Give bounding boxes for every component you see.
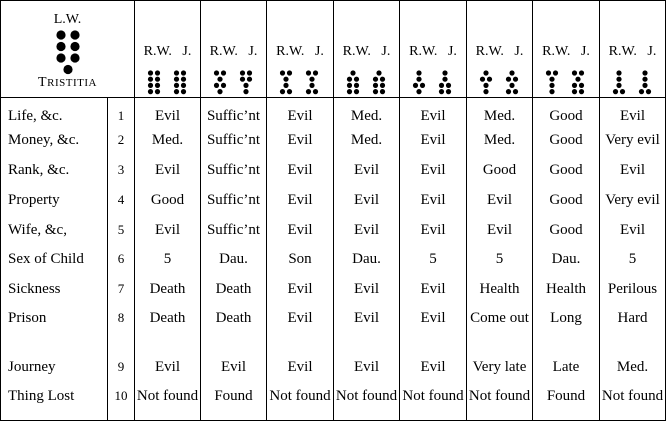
table-cell: Evil xyxy=(267,354,334,383)
table-cell: Good xyxy=(533,217,600,246)
table-cell: Late xyxy=(533,354,600,383)
table-cell: Evil xyxy=(400,187,467,217)
table-cell: Not found xyxy=(400,383,467,420)
dot xyxy=(446,89,451,94)
table-cell: Dau. xyxy=(533,246,600,276)
dot xyxy=(217,77,222,82)
dot xyxy=(280,89,285,94)
rw-j-label: R.W. J. xyxy=(542,44,590,60)
table-cell: Long xyxy=(533,305,600,354)
dot xyxy=(287,71,292,76)
row-label: Journey xyxy=(1,354,108,383)
corner-cell xyxy=(1,1,135,98)
table-cell: Not found xyxy=(334,383,400,420)
rw-j-label: R.W. J. xyxy=(342,44,391,60)
table-cell: Perilous xyxy=(600,276,666,305)
table-cell: Evil xyxy=(267,217,334,246)
table-cell: Suffic’nt xyxy=(201,217,267,246)
dot xyxy=(416,89,421,94)
dot xyxy=(480,77,485,82)
column-header-8 xyxy=(600,1,666,98)
table-row xyxy=(1,187,666,217)
row-number: 2 xyxy=(108,127,135,157)
table-cell: Death xyxy=(135,276,201,305)
table-cell: Med. xyxy=(334,127,400,157)
table-row xyxy=(1,305,666,354)
table-cell: Very evil xyxy=(600,127,666,157)
row-number: 1 xyxy=(108,98,135,127)
table-cell: Evil xyxy=(400,157,467,187)
table-cell: Dau. xyxy=(334,246,400,276)
table-cell: Very evil xyxy=(600,187,666,217)
dot xyxy=(509,83,514,88)
dot xyxy=(283,83,288,88)
dot xyxy=(616,71,621,76)
dot xyxy=(380,89,385,94)
dot xyxy=(549,89,554,94)
dot xyxy=(347,83,352,88)
dot xyxy=(354,77,359,82)
dot xyxy=(483,83,488,88)
table-cell: Not found xyxy=(467,383,533,420)
dot xyxy=(442,77,447,82)
table-cell: Evil xyxy=(267,276,334,305)
dot xyxy=(354,89,359,94)
dot xyxy=(347,89,352,94)
table-cell: Evil xyxy=(201,354,267,383)
table-cell: Suffic’nt xyxy=(201,157,267,187)
dot xyxy=(487,77,492,82)
table-cell: Found xyxy=(201,383,267,420)
dot xyxy=(420,83,425,88)
dot xyxy=(243,89,248,94)
table-cell: Evil xyxy=(334,217,400,246)
table-cell: 5 xyxy=(135,246,201,276)
column-header-2 xyxy=(201,1,267,98)
lw-label: L.W. xyxy=(53,12,82,28)
table-cell: Evil xyxy=(400,127,467,157)
row-number: 10 xyxy=(108,383,135,420)
dot xyxy=(613,89,618,94)
geomantic-figures-icon xyxy=(267,70,333,96)
table-row xyxy=(1,98,666,127)
dot xyxy=(546,71,551,76)
column-header-4 xyxy=(334,1,400,98)
geomantic-figures-icon xyxy=(135,70,201,96)
table-cell: Good xyxy=(533,127,600,157)
row-label: Property xyxy=(1,187,108,217)
dot xyxy=(642,71,647,76)
dot xyxy=(506,89,511,94)
dot xyxy=(506,77,511,82)
dot xyxy=(148,83,153,88)
dot xyxy=(439,89,444,94)
table-cell: Not found xyxy=(267,383,334,420)
geomantic-figures-icon xyxy=(467,70,533,96)
dot xyxy=(306,71,311,76)
table-cell: Med. xyxy=(135,127,201,157)
dot xyxy=(148,89,153,94)
table-row xyxy=(1,157,666,187)
row-label: Thing Lost xyxy=(1,383,108,420)
dot xyxy=(309,77,314,82)
dot xyxy=(214,83,219,88)
dot xyxy=(243,83,248,88)
table-cell: Suffic’nt xyxy=(201,187,267,217)
table-cell: 5 xyxy=(600,246,666,276)
row-label: Life, &c. xyxy=(1,98,108,127)
table-row xyxy=(1,127,666,157)
table-cell: Health xyxy=(533,276,600,305)
dot xyxy=(579,89,584,94)
table-cell: Evil xyxy=(267,187,334,217)
dot xyxy=(575,77,580,82)
dot xyxy=(240,77,245,82)
dot xyxy=(350,71,355,76)
dot xyxy=(306,89,311,94)
dot xyxy=(373,77,378,82)
dot xyxy=(483,89,488,94)
table-cell: Not found xyxy=(600,383,666,420)
dot xyxy=(217,89,222,94)
table-cell: Evil xyxy=(400,98,467,127)
row-number: 6 xyxy=(108,246,135,276)
dot xyxy=(174,77,179,82)
row-number: 7 xyxy=(108,276,135,305)
row-label: Sickness xyxy=(1,276,108,305)
table-cell: Good xyxy=(533,187,600,217)
dot xyxy=(247,77,252,82)
column-header-5 xyxy=(400,1,467,98)
table-cell: Evil xyxy=(334,354,400,383)
row-number: 5 xyxy=(108,217,135,246)
dot xyxy=(148,71,153,76)
dot xyxy=(56,31,65,40)
title-rest: RISTITIA xyxy=(47,77,97,90)
dot xyxy=(313,89,318,94)
column-header-1 xyxy=(135,1,201,98)
rw-j-label: R.W. J. xyxy=(608,44,657,60)
dot xyxy=(642,83,647,88)
table-cell: Death xyxy=(201,305,267,354)
tristitia-figure-icon xyxy=(53,30,83,76)
row-number: 8 xyxy=(108,305,135,354)
dot xyxy=(70,31,79,40)
table-cell: Good xyxy=(135,187,201,217)
geomantic-figures-icon xyxy=(400,70,466,96)
tristitia-title xyxy=(1,75,134,91)
table-cell: Evil xyxy=(400,217,467,246)
dot xyxy=(513,77,518,82)
dot xyxy=(373,83,378,88)
dot xyxy=(70,42,79,51)
dot xyxy=(155,77,160,82)
dot xyxy=(240,71,245,76)
table-cell: Evil xyxy=(334,187,400,217)
rw-j-label: R.W. J. xyxy=(409,44,457,60)
table-cell: Evil xyxy=(400,354,467,383)
table-cell: Death xyxy=(135,305,201,354)
dot xyxy=(616,83,621,88)
table-cell: Evil xyxy=(267,127,334,157)
dot xyxy=(221,83,226,88)
column-header-7 xyxy=(533,1,600,98)
dot xyxy=(549,83,554,88)
row-label: Money, &c. xyxy=(1,127,108,157)
header-row xyxy=(1,1,666,98)
table-body xyxy=(1,98,666,421)
geomantic-figures-icon xyxy=(600,70,666,96)
table-cell: Evil xyxy=(334,305,400,354)
dot xyxy=(309,83,314,88)
table-cell: Med. xyxy=(334,98,400,127)
table-cell: Come out xyxy=(467,305,533,354)
dot xyxy=(287,89,292,94)
dot xyxy=(181,71,186,76)
dot xyxy=(313,71,318,76)
table-cell: Evil xyxy=(135,354,201,383)
table-cell: Evil xyxy=(135,217,201,246)
table-cell: Evil xyxy=(467,217,533,246)
dot xyxy=(247,71,252,76)
dot xyxy=(442,71,447,76)
table-cell: Evil xyxy=(267,98,334,127)
row-label: Sex of Child xyxy=(1,246,108,276)
dot xyxy=(181,83,186,88)
table-cell: Evil xyxy=(600,217,666,246)
table-cell: Not found xyxy=(135,383,201,420)
dot xyxy=(174,83,179,88)
table-cell: Health xyxy=(467,276,533,305)
dot xyxy=(283,77,288,82)
table-cell: Evil xyxy=(400,276,467,305)
dot xyxy=(553,71,558,76)
dot xyxy=(181,89,186,94)
table-cell: Good xyxy=(533,98,600,127)
dot xyxy=(155,89,160,94)
rw-j-label: R.W. J. xyxy=(276,44,324,60)
table-row xyxy=(1,383,666,420)
dot xyxy=(616,77,621,82)
dot xyxy=(642,77,647,82)
dot xyxy=(439,83,444,88)
table-cell: Evil xyxy=(467,187,533,217)
dot xyxy=(181,77,186,82)
rw-j-label: R.W. J. xyxy=(143,44,192,60)
table-cell: Hard xyxy=(600,305,666,354)
table-cell: Med. xyxy=(467,98,533,127)
dot xyxy=(347,77,352,82)
column-header-6 xyxy=(467,1,533,98)
dot xyxy=(174,71,179,76)
table-cell: 5 xyxy=(400,246,467,276)
table-cell: Evil xyxy=(135,157,201,187)
rw-j-label: R.W. J. xyxy=(475,44,524,60)
title-cap: T xyxy=(38,75,48,91)
row-label: Wife, &c, xyxy=(1,217,108,246)
table-row xyxy=(1,276,666,305)
dot xyxy=(572,71,577,76)
geomantic-figures-icon xyxy=(533,70,599,96)
table-cell: Med. xyxy=(467,127,533,157)
dot xyxy=(155,71,160,76)
dot xyxy=(572,89,577,94)
dot xyxy=(63,65,72,74)
table-cell: Evil xyxy=(334,157,400,187)
dot xyxy=(214,71,219,76)
dot xyxy=(416,71,421,76)
dot xyxy=(221,71,226,76)
geomantic-figures-icon xyxy=(334,70,400,96)
dot xyxy=(572,83,577,88)
dot xyxy=(639,89,644,94)
dot xyxy=(56,54,65,63)
dot xyxy=(446,83,451,88)
row-number: 9 xyxy=(108,354,135,383)
table-cell: Evil xyxy=(334,276,400,305)
dot xyxy=(549,77,554,82)
table-cell: 5 xyxy=(467,246,533,276)
dot xyxy=(70,54,79,63)
dot xyxy=(373,89,378,94)
dot xyxy=(513,89,518,94)
table-cell: Evil xyxy=(400,305,467,354)
rw-j-label: R.W. J. xyxy=(209,44,258,60)
table-cell: Son xyxy=(267,246,334,276)
table-cell: Dau. xyxy=(201,246,267,276)
dot xyxy=(174,89,179,94)
dot xyxy=(509,71,514,76)
dot xyxy=(354,83,359,88)
table-cell: Death xyxy=(201,276,267,305)
dot xyxy=(280,71,285,76)
dot xyxy=(646,89,651,94)
row-label: Rank, &c. xyxy=(1,157,108,187)
dot xyxy=(376,71,381,76)
table-cell: Evil xyxy=(600,98,666,127)
dot xyxy=(413,83,418,88)
dot xyxy=(56,42,65,51)
dot xyxy=(416,77,421,82)
table-cell: Good xyxy=(533,157,600,187)
dot xyxy=(579,71,584,76)
table-row xyxy=(1,354,666,383)
table-cell: Suffic’nt xyxy=(201,98,267,127)
dot xyxy=(620,89,625,94)
table-cell: Found xyxy=(533,383,600,420)
dot xyxy=(483,71,488,76)
table-cell: Med. xyxy=(600,354,666,383)
table-row xyxy=(1,246,666,276)
table-cell: Suffic’nt xyxy=(201,127,267,157)
dot xyxy=(155,83,160,88)
table-cell: Evil xyxy=(267,157,334,187)
dot xyxy=(579,83,584,88)
row-label: Prison xyxy=(1,305,108,354)
table-cell: Evil xyxy=(267,305,334,354)
table-cell: Evil xyxy=(135,98,201,127)
geomantic-figures-icon xyxy=(201,70,267,96)
dot xyxy=(380,77,385,82)
dot xyxy=(380,83,385,88)
table-cell: Evil xyxy=(600,157,666,187)
row-number: 4 xyxy=(108,187,135,217)
column-header-3 xyxy=(267,1,334,98)
table-cell: Good xyxy=(467,157,533,187)
table-row xyxy=(1,217,666,246)
row-number: 3 xyxy=(108,157,135,187)
table-cell: Very late xyxy=(467,354,533,383)
dot xyxy=(148,77,153,82)
